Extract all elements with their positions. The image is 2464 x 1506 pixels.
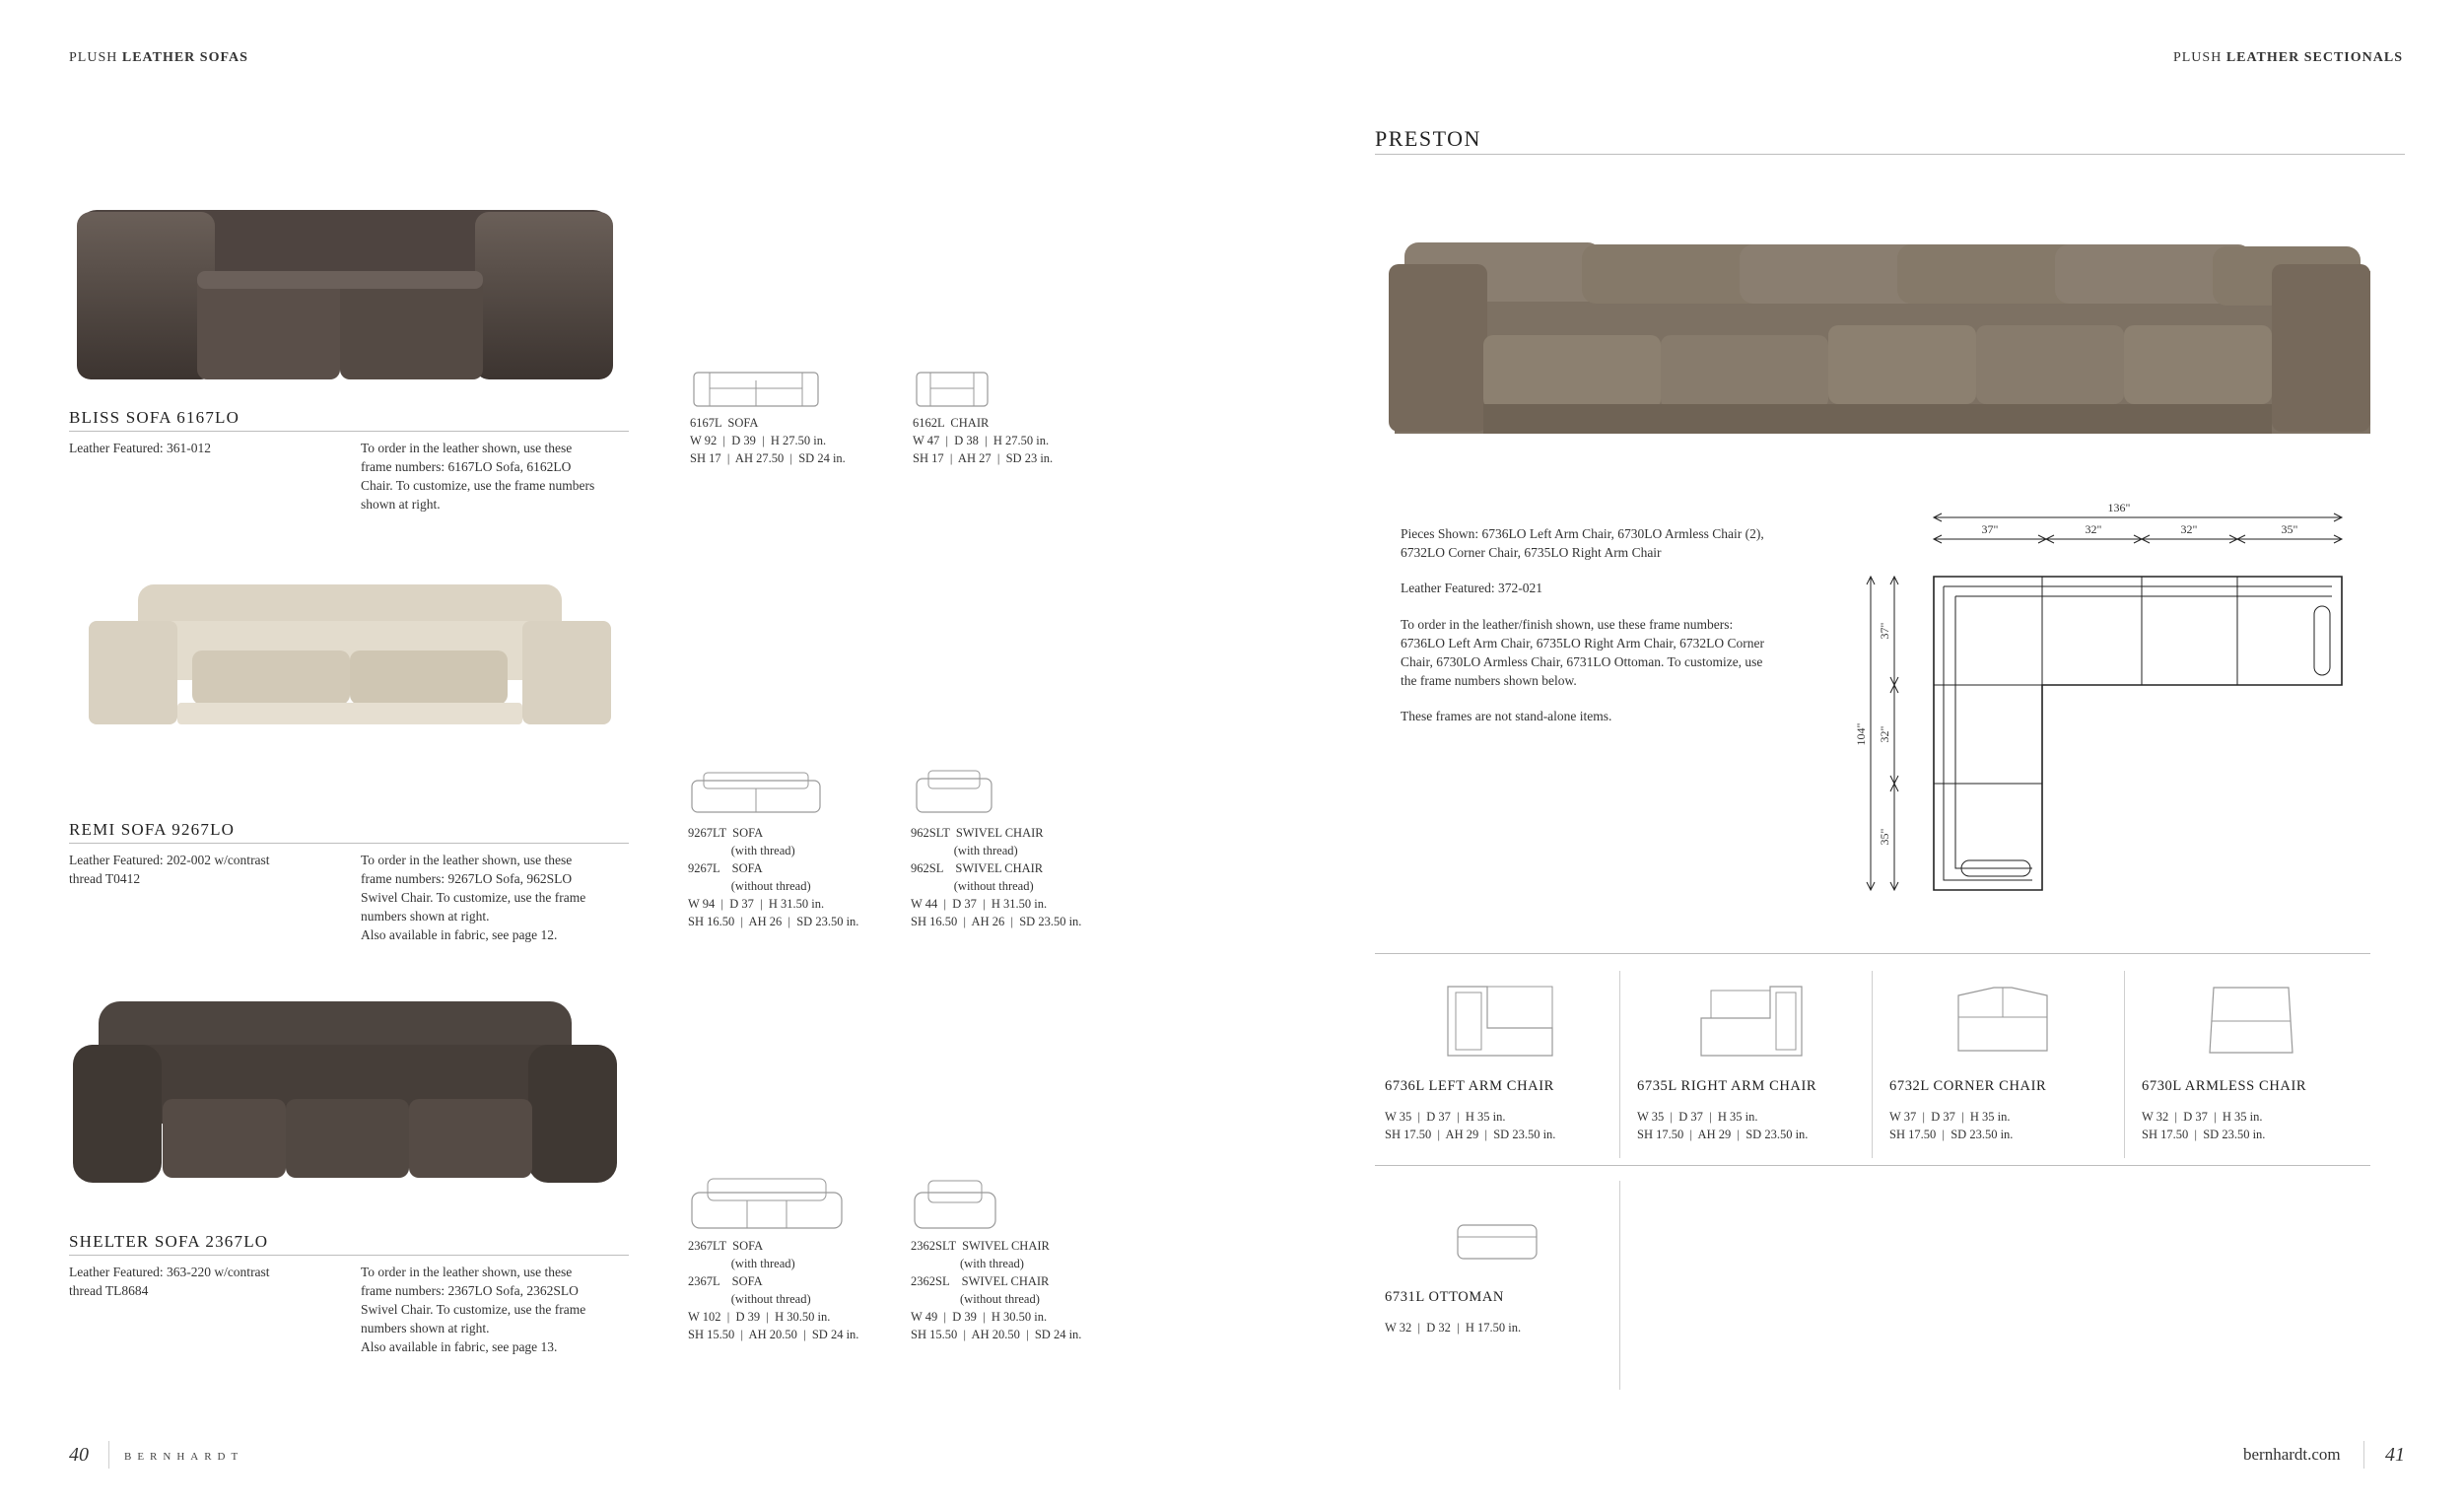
dim-depth-1: 37" <box>1878 622 1891 640</box>
preston-pieces-text: Pieces Shown: 6736LO Left Arm Chair, 6730LO Armless Chair (2), 6732LO Corner Chair, 6735LO Right Arm Chair <box>1401 526 1764 560</box>
corner-chair-sketch <box>1954 984 2051 1055</box>
shelter-frame-chair: 2362SLT SWIVEL CHAIR (with thread) 2362SL SWIVEL CHAIR (without thread) W 49 | D 39 | H 30.50 in. SH 15.50 | AH 20.50 | SD 24 in. <box>911 1239 1082 1341</box>
shelter-sofa-title: SHELTER SOFA 2367LO <box>69 1232 269 1251</box>
right-arm-chair-sketch <box>1697 981 1806 1060</box>
dim-depth-3: 35" <box>1878 828 1891 846</box>
pieces-divider-3 <box>2124 971 2125 1158</box>
bliss-sofa-photo <box>69 192 631 389</box>
bliss-frame-sofa: 6167L SOFA W 92 | D 39 | H 27.50 in. SH 17 | AH 27.50 | SD 24 in. <box>690 416 846 465</box>
armless-chair-name: 6730L ARMLESS CHAIR <box>2142 1078 2307 1094</box>
brand-logo: BERNHARDT <box>124 1451 244 1463</box>
corner-chair-name: 6732L CORNER CHAIR <box>1889 1078 2047 1094</box>
shelter-order-text: To order in the leather shown, use these frame numbers: 2367LO Sofa, 2362SLO Swivel Chair. To customize, use the frame numbers shown at right. Also available in fabric, see page 13. <box>361 1265 586 1354</box>
left-footer-divider <box>108 1441 109 1469</box>
preston-title-rule <box>1375 154 2405 155</box>
armless-chair-dims: W 32 | D 37 | H 35 in. SH 17.50 | SD 23.50 in. <box>2142 1110 2266 1141</box>
website-link[interactable]: bernhardt.com <box>2243 1445 2341 1464</box>
left-arm-chair-dims: W 35 | D 37 | H 35 in. SH 17.50 | AH 29 | SD 23.50 in. <box>1385 1110 1556 1141</box>
bliss-chair-sketch <box>915 369 990 408</box>
ottoman-divider <box>1619 1181 1620 1390</box>
dim-segment-1: 37" <box>1981 522 1999 536</box>
remi-chair-sketch <box>915 769 993 816</box>
remi-frame-chair: 962SLT SWIVEL CHAIR (with thread) 962SL SWIVEL CHAIR (without thread) W 44 | D 37 | H 31.50 in. SH 16.50 | AH 26 | SD 23.50 in. <box>911 826 1082 928</box>
preston-leather-text: Leather Featured: 372-021 <box>1401 581 1542 595</box>
bliss-sofa-title: BLISS SOFA 6167LO <box>69 408 240 427</box>
left-arm-chair-sketch <box>1442 979 1558 1060</box>
bliss-frame-chair: 6162L CHAIR W 47 | D 38 | H 27.50 in. SH 17 | AH 27 | SD 23 in. <box>913 416 1054 465</box>
right-page-header <box>2173 50 2403 66</box>
shelter-title-rule <box>69 1255 629 1256</box>
left-page-number: 40 <box>69 1444 89 1466</box>
shelter-sofa-photo <box>69 995 621 1193</box>
dim-segment-4: 35" <box>2281 522 2298 536</box>
remi-title-rule <box>69 843 629 844</box>
right-header-bold: LEATHER SECTIONALS <box>2225 50 2403 65</box>
ottoman-sketch <box>1454 1219 1540 1265</box>
sectional-dimension-diagram <box>1853 498 2356 892</box>
left-page-header <box>69 50 248 66</box>
pieces-top-rule <box>1375 953 2370 954</box>
left-header-prefix: PLUSH <box>69 50 118 65</box>
ottoman-dims: W 32 | D 32 | H 17.50 in. <box>1385 1321 1522 1335</box>
dim-depth-2: 32" <box>1878 725 1891 743</box>
dim-total-width: 136" <box>2107 501 2131 514</box>
remi-order-text: To order in the leather shown, use these frame numbers: 9267LO Sofa, 962SLO Swivel Chair. To customize, use the frame numbers shown at right. Also available in fabric, see page 12. <box>361 853 586 942</box>
remi-sofa-sketch <box>690 769 822 816</box>
shelter-frame-sofa: 2367LT SOFA (with thread) 2367L SOFA (without thread) W 102 | D 39 | H 30.50 in. SH 15.50 | AH 20.50 | SD 24 in. <box>688 1239 859 1341</box>
right-arm-chair-dims: W 35 | D 37 | H 35 in. SH 17.50 | AH 29 | SD 23.50 in. <box>1637 1110 1809 1141</box>
right-header-prefix: PLUSH <box>2172 50 2223 65</box>
left-header-bold: LEATHER SOFAS <box>121 50 248 65</box>
shelter-chair-sketch <box>913 1179 997 1232</box>
remi-leather-text: Leather Featured: 202-002 w/contrast thread T0412 <box>69 853 270 886</box>
dim-segment-2: 32" <box>2085 522 2102 536</box>
pieces-middle-rule <box>1375 1165 2370 1166</box>
preston-title: PRESTON <box>1375 126 1481 151</box>
preston-sectional-photo <box>1385 237 2375 439</box>
pieces-divider-1 <box>1619 971 1620 1158</box>
shelter-sofa-sketch <box>690 1175 844 1232</box>
left-arm-chair-name: 6736L LEFT ARM CHAIR <box>1385 1078 1554 1094</box>
corner-chair-dims: W 37 | D 37 | H 35 in. SH 17.50 | SD 23.50 in. <box>1889 1110 2014 1141</box>
bliss-order-text: To order in the leather shown, use these frame numbers: 6167LO Sofa, 6162LO Chair. To customize, use the frame numbers shown at right. <box>361 441 595 512</box>
ottoman-name: 6731L OTTOMAN <box>1385 1289 1504 1305</box>
armless-chair-sketch <box>2206 982 2296 1057</box>
remi-frame-sofa: 9267LT SOFA (with thread) 9267L SOFA (without thread) W 94 | D 37 | H 31.50 in. SH 16.50 | AH 26 | SD 23.50 in. <box>688 826 859 928</box>
right-page-number: 41 <box>2385 1444 2405 1466</box>
preston-order-text: To order in the leather/finish shown, use these frame numbers: 6736LO Left Arm Chair, 6735LO Right Arm Chair, 6732LO Corner Chair, 6730LO Armless Chair, 6731LO Ottoman. To customize, use the frame numbers shown below. <box>1401 617 1764 688</box>
bliss-sofa-sketch <box>692 367 820 408</box>
bliss-title-rule <box>69 431 629 432</box>
remi-sofa-photo <box>84 577 616 734</box>
dim-total-depth: 104" <box>1854 722 1868 746</box>
preston-note-text: These frames are not stand-alone items. <box>1401 709 1612 723</box>
right-footer-divider <box>2363 1441 2364 1469</box>
right-arm-chair-name: 6735L RIGHT ARM CHAIR <box>1637 1078 1817 1094</box>
shelter-leather-text: Leather Featured: 363-220 w/contrast thread TL8684 <box>69 1265 270 1298</box>
pieces-divider-2 <box>1872 971 1873 1158</box>
bliss-leather-text: Leather Featured: 361-012 <box>69 441 211 455</box>
dim-segment-3: 32" <box>2180 522 2198 536</box>
remi-sofa-title: REMI SOFA 9267LO <box>69 820 236 839</box>
